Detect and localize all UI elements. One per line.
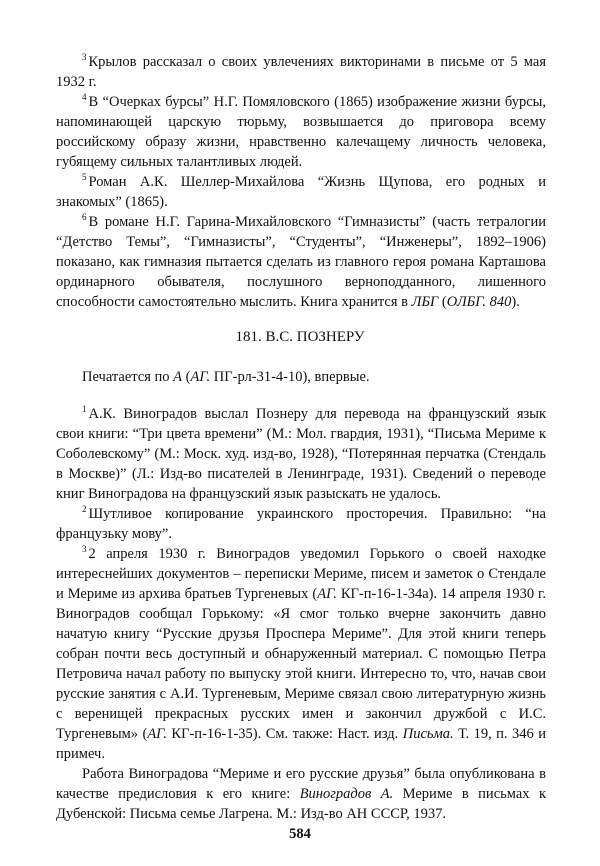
footnote-text: ). bbox=[511, 294, 520, 310]
footnote-5 bbox=[56, 172, 546, 212]
abbr-lbg: ЛБГ bbox=[411, 294, 439, 310]
footnote-text: В “Очерках бурсы” Н.Г. Помяловского (1865) изображение жизни бурсы, напоминающей царскую тюрьму, возвышается до приговора всему российскому образу жизни, нравственно калечащему личность человека, губящему сильных талантливых людей. bbox=[56, 94, 546, 170]
letter-heading: 181. В.С. ПОЗНЕРУ bbox=[235, 329, 365, 345]
footnote-1 bbox=[56, 404, 546, 504]
footnote-marker: 5 bbox=[82, 172, 87, 183]
footnotes-bottom bbox=[56, 404, 546, 824]
footnote-marker: 3 bbox=[82, 544, 87, 555]
abbr-olbg: ОЛБГ. 840 bbox=[446, 294, 512, 310]
footnote-marker: 6 bbox=[82, 212, 87, 223]
page-number: 584 bbox=[289, 826, 311, 842]
footnote-text: В романе Н.Г. Гарина-Михайловского “Гимназисты” (часть тетралогии “Детство Темы”, “Гимназисты”, “Студенты”, “Инженеры”, 1892–1906) показано, как гимназия пытается сделать из главного героя романа Карташова ординарного обывателя, послушного верноподданного, лишенного способности самостоятельно мыслить. Книга хранится в bbox=[56, 214, 546, 310]
footnote-marker: 4 bbox=[82, 92, 87, 103]
footnote-text: Крылов рассказал о своих увлечениях викторинами в письме от 5 мая 1932 г. bbox=[56, 54, 546, 90]
footnote-marker: 3 bbox=[82, 52, 87, 63]
footnote-3 bbox=[56, 52, 546, 92]
footnote-4 bbox=[56, 92, 546, 172]
footnote-continuation: Работа Виноградова “Мериме и его русские друзья” была опубликована в качестве предисловия к его книге: Виноградов А. Мериме в письмах к Дубенской: Письма семье Лагрена. М.: Изд-во АН СССР, 1937. bbox=[56, 766, 546, 822]
footnote-marker: 1 bbox=[82, 404, 87, 415]
footnote-3b: $^3$ 2 апреля 1930 г. Виноградов уведомил Горького о своей находке интереснейших документов – переписки Мериме, писем и заметок о Стендале и Мериме из архива братьев Тургеневых (АГ. КГ-п-16-1-34а). 14 апреля 1930 г. Виноградов сообщал Горькому: «Я смог только вчерне закончить давно начатую книгу “Русские друзья Проспера Мериме”. Для этой книги теперь собран почти весь доступный и обнаруженный материал. С помощью Петра Петровича начал работу по выпуску этой книги. Интересно то, что, начав свои русские занятия с А.И. Тургеневым, Мериме связал свою литературную жизнь с веренищей прекрасных русских имен и закончил дружбой с И.С. Тургеневым» (АГ. КГ-п-16-1-35). См. также: Наст. изд. Письма. Т. 19, п. 346 и примеч. bbox=[56, 544, 546, 762]
footnote-text: ( bbox=[438, 294, 447, 310]
footnote-text: А.К. Виноградов выслал Познеру для перевода на французский язык свои книги: “Три цвета времени” (М.: Мол. гвардия, 1931), “Письма Мериме к Соболевскому” (М.: Моск. худ. изд-во, 1928), “Потерянная перчатка (Стендаль в Москве)” (Л.: Изд-во писателей в Ленинграде, 1931). Сведений о переводе книг Виноградова на французский язык разыскать не удалось. bbox=[56, 406, 546, 502]
footnote-marker: 2 bbox=[82, 504, 87, 515]
footnote-text: Шутливое копирование украинского просторечия. Правильно: “на французьку мову”. bbox=[56, 506, 546, 542]
source-line: Печатается по А (АГ. ПГ-рл-31-4-10), впервые. bbox=[82, 369, 370, 385]
footnote-2 bbox=[56, 504, 546, 544]
footnote-text: Роман А.К. Шеллер-Михайлова “Жизнь Щупова, его родных и знакомых” (1865). bbox=[56, 174, 546, 210]
footnotes-top bbox=[56, 52, 546, 312]
footnote-6 bbox=[56, 212, 546, 312]
